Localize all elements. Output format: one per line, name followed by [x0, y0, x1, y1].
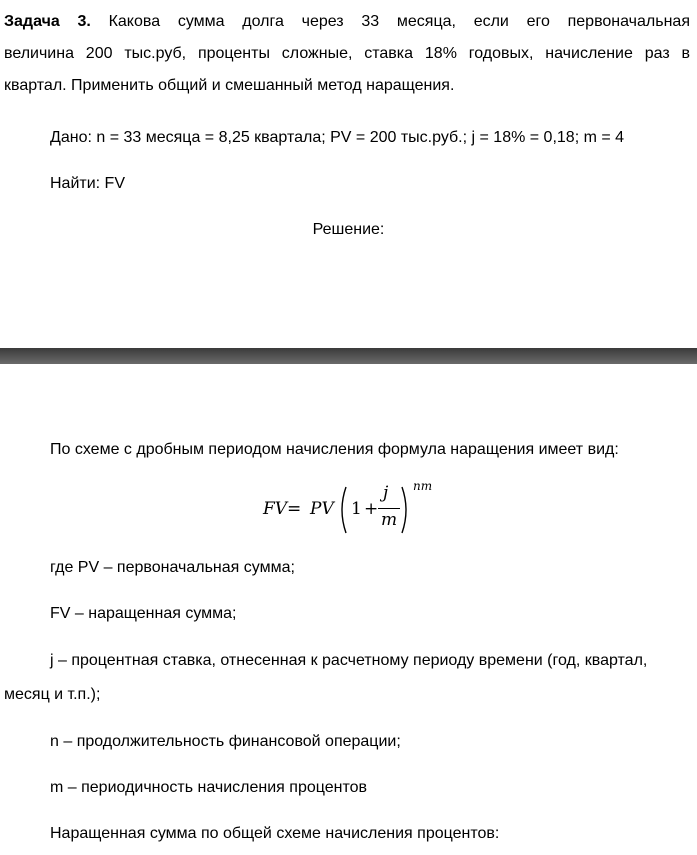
definition-n: n – продолжительность финансовой операции; [50, 733, 401, 750]
definition-pv: где PV – первоначальная сумма; [50, 559, 295, 576]
general-scheme-line: Наращенная сумма по общей схеме начисления процентов: [50, 825, 500, 842]
task-label: Задача 3. [4, 13, 91, 30]
task-line-2: величина 200 тыс.руб, проценты сложные, ставка 18% годовых, начисление раз в [4, 45, 690, 62]
solution-heading: Решение: [312, 221, 385, 238]
task-text-1: Какова сумма долга через 33 месяца, если его первоначальная [108, 13, 690, 30]
definition-j-line-2: месяц и т.п.); [4, 686, 101, 703]
definition-j-line-1: j – процентная ставка, отнесенная к расчетному периоду времени (год, квартал, [50, 652, 648, 669]
definition-fv: FV – наращенная сумма; [50, 605, 237, 622]
find-line: Найти: FV [50, 175, 125, 192]
formula-left-paren [338, 485, 348, 535]
formula-exponent: nm [413, 479, 433, 493]
given-line: Дано: n = 33 месяца = 8,25 квартала; PV = 200 тыс.руб.; j = 18% = 0,18; m = 4 [50, 129, 625, 146]
task-line-1 [4, 6, 690, 38]
page-divider [0, 348, 697, 364]
formula-right-paren [400, 485, 410, 535]
task-line-3: квартал. Применить общий и смешанный метод наращения. [4, 77, 455, 94]
formula-one: 1 [351, 499, 362, 519]
definition-m: m – периодичность начисления процентов [50, 779, 368, 796]
formula-denominator: m [381, 510, 398, 530]
intro-line: По схеме с дробным периодом начисления формула наращения имеет вид: [50, 441, 619, 458]
formula-numerator: j [383, 483, 389, 503]
formula-plus: + [364, 499, 379, 519]
formula-fraction-bar [378, 508, 400, 509]
formula-lhs: FV [263, 499, 288, 519]
formula-equals: = [287, 499, 302, 519]
formula-pv: PV [310, 499, 334, 519]
